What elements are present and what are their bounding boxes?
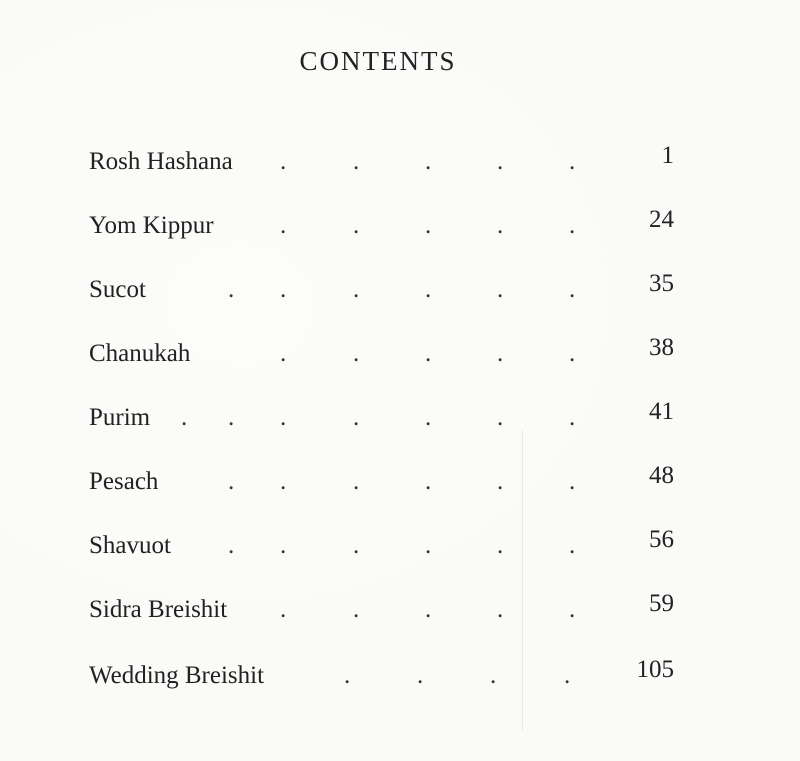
leader-dot: . <box>280 532 287 559</box>
leader-dot: . <box>228 532 235 559</box>
leader-dot: . <box>353 532 360 559</box>
toc-entry-page-number: 35 <box>649 270 674 297</box>
leader-dot: . <box>497 404 504 431</box>
leader-dot: . <box>425 468 432 495</box>
toc-entry-page-number: 41 <box>649 398 674 425</box>
toc-entry-rosh-hashana <box>0 142 800 188</box>
toc-entry-page-number: 48 <box>649 462 674 489</box>
toc-entry-title: Rosh Hashana <box>89 148 233 175</box>
leader-dot: . <box>490 662 497 689</box>
leader-dot: . <box>280 276 287 303</box>
toc-entry-page-number: 24 <box>649 206 674 233</box>
leader-dot: . <box>353 596 360 623</box>
leader-dot: . <box>353 468 360 495</box>
leader-dot: . <box>497 340 504 367</box>
toc-entry-sucot <box>0 270 800 316</box>
leader-dot: . <box>569 468 576 495</box>
leader-dot: . <box>280 148 287 175</box>
toc-entry-page-number: 38 <box>649 334 674 361</box>
toc-entry-title: Wedding Breishit <box>89 662 265 689</box>
leader-dot: . <box>497 468 504 495</box>
leader-dot: . <box>353 212 360 239</box>
leader-dot: . <box>569 532 576 559</box>
leader-dot: . <box>228 468 235 495</box>
leader-dot: . <box>569 276 576 303</box>
leader-dot: . <box>425 148 432 175</box>
toc-entry-title: Yom Kippur <box>89 212 214 239</box>
leader-dot: . <box>497 212 504 239</box>
toc-entry-shavuot <box>0 526 800 572</box>
leader-dot: . <box>344 662 351 689</box>
leader-dot: . <box>425 276 432 303</box>
leader-dot: . <box>569 148 576 175</box>
toc-entry-title: Purim <box>89 404 151 431</box>
toc-entry-title: Shavuot <box>89 532 171 559</box>
toc-entry-yom-kippur <box>0 206 800 252</box>
leader-dot: . <box>280 404 287 431</box>
leader-dot: . <box>497 148 504 175</box>
toc-entry-page-number: 59 <box>649 590 674 617</box>
leader-dot: . <box>181 404 188 431</box>
toc-entry-purim <box>0 398 800 444</box>
leader-dot: . <box>564 662 571 689</box>
toc-entry-page-number: 1 <box>661 142 674 169</box>
leader-dot: . <box>569 404 576 431</box>
toc-entry-wedding-breishit <box>0 656 800 702</box>
leader-dot: . <box>497 532 504 559</box>
leader-dot: . <box>228 276 235 303</box>
leader-dot: . <box>417 662 424 689</box>
leader-dot: . <box>280 212 287 239</box>
leader-dot: . <box>497 596 504 623</box>
leader-dot: . <box>280 468 287 495</box>
leader-dot: . <box>497 276 504 303</box>
leader-dot: . <box>353 404 360 431</box>
toc-entry-pesach <box>0 462 800 508</box>
toc-entry-page-number: 56 <box>649 526 674 553</box>
toc-entry-title: Chanukah <box>89 340 191 367</box>
leader-dot: . <box>569 596 576 623</box>
toc-entry-page-number: 105 <box>636 656 674 683</box>
leader-dot: . <box>228 404 235 431</box>
leader-dot: . <box>569 212 576 239</box>
leader-dot: . <box>280 340 287 367</box>
leader-dot: . <box>425 596 432 623</box>
toc-entry-title: Pesach <box>89 468 159 495</box>
leader-dot: . <box>353 148 360 175</box>
toc-entry-title: Sucot <box>89 276 146 303</box>
contents-heading: CONTENTS <box>299 46 457 76</box>
toc-entry-chanukah <box>0 334 800 380</box>
leader-dot: . <box>425 532 432 559</box>
leader-dot: . <box>425 212 432 239</box>
leader-dot: . <box>353 340 360 367</box>
toc-entry-title: Sidra Breishit <box>89 596 228 623</box>
leader-dot: . <box>353 276 360 303</box>
leader-dot: . <box>569 340 576 367</box>
toc-entry-sidra-breishit <box>0 590 800 636</box>
leader-dot: . <box>425 404 432 431</box>
leader-dot: . <box>425 340 432 367</box>
leader-dot: . <box>280 596 287 623</box>
